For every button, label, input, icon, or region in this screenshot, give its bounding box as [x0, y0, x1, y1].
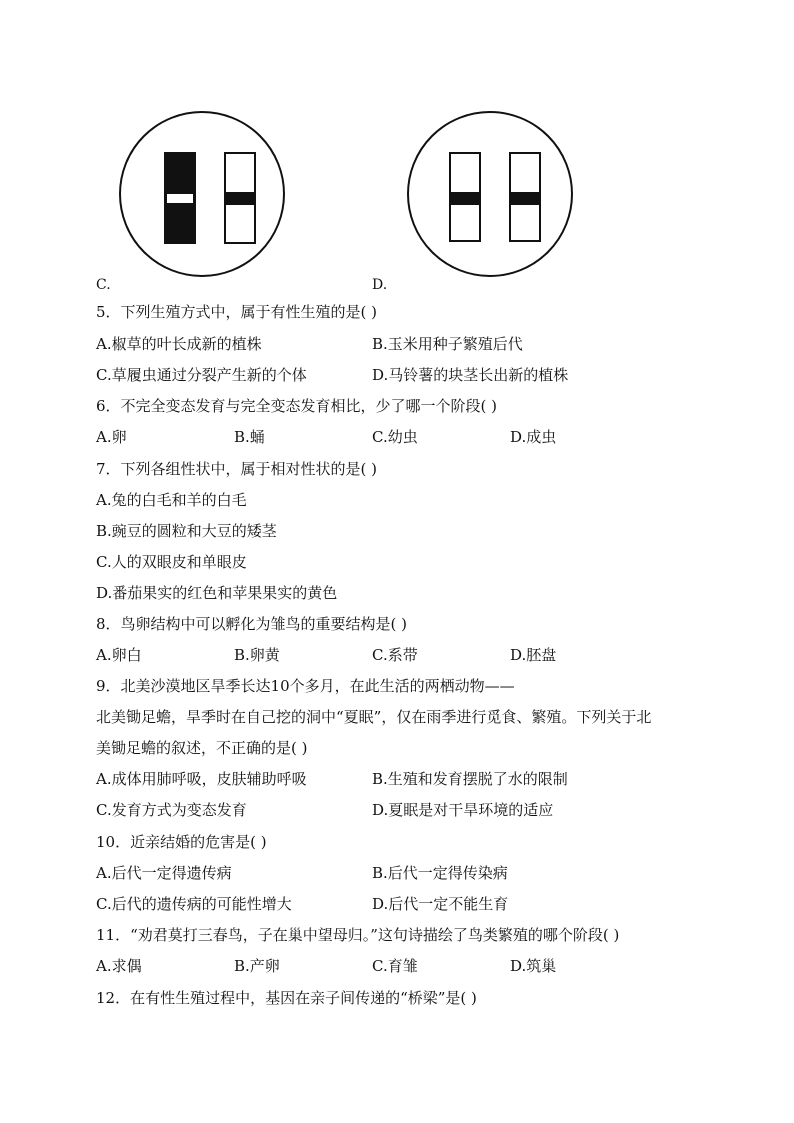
question-7-option-b: B.豌豆的圆粒和大豆的矮茎: [96, 522, 277, 540]
question-11-option-b: B.产卵: [234, 957, 280, 975]
question-11-option-d: D.筑巢: [510, 957, 557, 975]
question-11-stem: 11．“劝君莫打三春鸟，子在巢中望母归。”这句诗描绘了鸟类繁殖的哪个阶段( ): [96, 926, 620, 944]
question-8-stem: 8．鸟卵结构中可以孵化为雏鸟的重要结构是( ): [96, 615, 408, 633]
question-11-option-a: A.求偶: [96, 957, 142, 975]
figure-c: [118, 110, 286, 278]
question-9-option-a: A.成体用肺呼吸，皮肤辅助呼吸: [96, 770, 307, 788]
question-8-option-a: A.卵白: [96, 646, 142, 664]
question-9-stem-line-3: 美锄足蟾的叙述，不正确的是( ): [96, 739, 308, 757]
question-10-option-b: B.后代一定得传染病: [372, 864, 508, 882]
figure-c-label: C.: [96, 277, 111, 293]
figure-d-label: D.: [372, 277, 388, 293]
question-5-option-a: A.椒草的叶长成新的植株: [96, 335, 262, 353]
question-10-option-a: A.后代一定得遗传病: [96, 864, 232, 882]
question-5-option-b: B.玉米用种子繁殖后代: [372, 335, 523, 353]
question-7-option-d: D.番茄果实的红色和苹果果实的黄色: [96, 584, 338, 602]
question-5-option-c: C.草履虫通过分裂产生新的个体: [96, 366, 307, 384]
chromosome-white-band: [167, 194, 193, 203]
figure-d: [406, 110, 574, 278]
figure-c-diagram: [118, 110, 286, 278]
question-9-option-d: D.夏眠是对干旱环境的适应: [372, 801, 554, 819]
question-7-stem: 7．下列各组性状中，属于相对性状的是( ): [96, 460, 378, 478]
question-8-option-b: B.卵黄: [234, 646, 280, 664]
question-8-option-d: D.胚盘: [510, 646, 557, 664]
chromosome-left-band: [451, 192, 479, 205]
chromosome-black-band: [226, 192, 254, 205]
question-10-option-c: C.后代的遗传病的可能性增大: [96, 895, 292, 913]
question-8-option-c: C.系带: [372, 646, 418, 664]
question-10-stem: 10．近亲结婚的危害是( ): [96, 833, 267, 851]
question-6-option-b: B.蛹: [234, 428, 265, 446]
question-6-option-a: A.卵: [96, 428, 127, 446]
question-7-option-a: A.兔的白毛和羊的白毛: [96, 491, 247, 509]
question-12-stem: 12．在有性生殖过程中，基因在亲子间传递的“桥梁”是( ): [96, 989, 477, 1007]
question-9-option-c: C.发育方式为变态发育: [96, 801, 247, 819]
question-9-option-b: B.生殖和发育摆脱了水的限制: [372, 770, 568, 788]
cell-circle: [408, 112, 572, 276]
question-9-stem-line-1: 9．北美沙漠地区旱季长达10个多月，在此生活的两栖动物——: [96, 677, 515, 695]
question-6-option-c: C.幼虫: [372, 428, 418, 446]
cell-circle: [120, 112, 284, 276]
question-6-option-d: D.成虫: [510, 428, 557, 446]
question-5-option-d: D.马铃薯的块茎长出新的植株: [372, 366, 569, 384]
question-10-option-d: D.后代一定不能生育: [372, 895, 509, 913]
figure-d-diagram: [406, 110, 574, 278]
question-11-option-c: C.育雏: [372, 957, 418, 975]
question-9-stem-line-2: 北美锄足蟾，旱季时在自己挖的洞中“夏眠”，仅在雨季进行觅食、繁殖。下列关于北: [96, 708, 652, 726]
question-7-option-c: C.人的双眼皮和单眼皮: [96, 553, 247, 571]
question-6-stem: 6．不完全变态发育与完全变态发育相比，少了哪一个阶段( ): [96, 397, 498, 415]
question-5-stem: 5．下列生殖方式中，属于有性生殖的是( ): [96, 303, 378, 321]
chromosome-right-band: [511, 192, 539, 205]
